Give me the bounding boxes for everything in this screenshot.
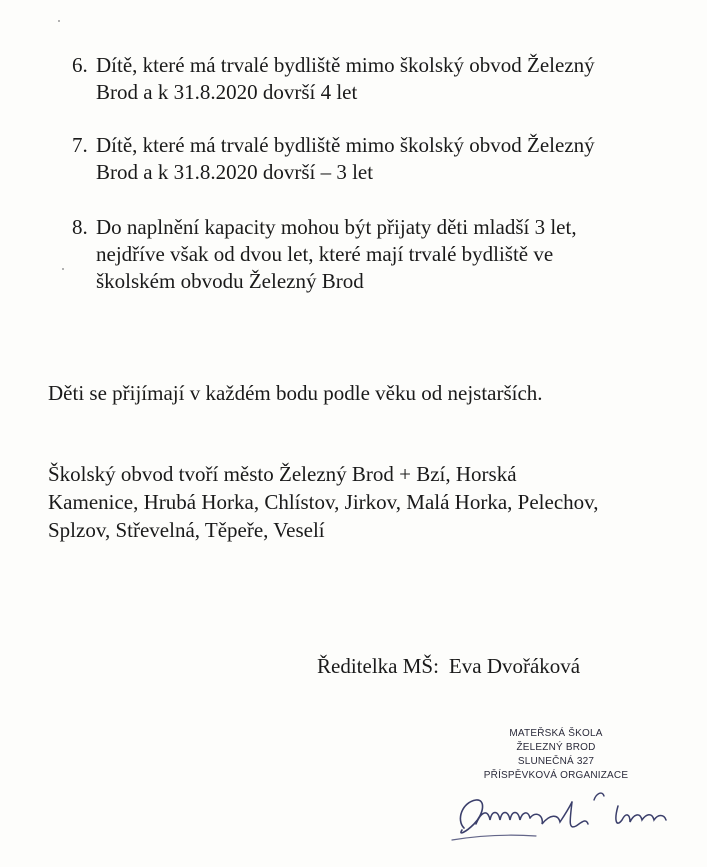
director-signoff	[317, 652, 580, 680]
director-role: Ředitelka MŠ:	[317, 654, 439, 678]
list-item-6	[72, 52, 692, 106]
stamp-line: ŽELEZNÝ BROD	[516, 742, 596, 753]
stamp-line: MATEŘSKÁ ŠKOLA	[509, 728, 603, 739]
list-item-line: Dítě, které má trvalé bydliště mimo školský obvod Železný	[96, 53, 595, 77]
scan-speck	[62, 268, 64, 270]
list-item-7	[72, 132, 692, 186]
paragraph-line: Školský obvod tvoří město Železný Brod + Bzí, Horská	[48, 462, 517, 486]
list-item-line: Brod a k 31.8.2020 dovrší – 3 let	[96, 160, 374, 184]
district-paragraph	[48, 460, 698, 544]
list-item-number: 7.	[72, 133, 88, 157]
list-item-line: nejdříve však od dvou let, které mají trvalé bydliště ve	[96, 242, 554, 266]
stamp-line: SLUNEČNÁ 327	[517, 756, 595, 767]
list-item-line: Dítě, které má trvalé bydliště mimo školský obvod Železný	[96, 133, 595, 157]
stamp-line: PŘÍSPĚVKOVÁ ORGANIZACE	[483, 770, 629, 781]
list-item-number: 8.	[72, 215, 88, 239]
list-item-number: 6.	[72, 53, 88, 77]
scan-speck	[58, 20, 60, 22]
age-rule-paragraph	[48, 379, 698, 407]
director-name: Eva Dvořáková	[448, 654, 581, 678]
list-item-line: Do naplnění kapacity mohou být přijaty děti mladší 3 let,	[96, 215, 577, 239]
paragraph-line: Splzov, Střevelná, Těpeře, Veselí	[48, 518, 325, 542]
handwritten-signature	[446, 780, 686, 860]
list-item-line: školském obvodu Železný Brod	[96, 269, 364, 293]
list-item-8	[72, 214, 692, 295]
school-stamp	[476, 727, 636, 783]
list-item-line: Brod a k 31.8.2020 dovrší 4 let	[96, 80, 358, 104]
paragraph-line: Kamenice, Hrubá Horka, Chlístov, Jirkov, Malá Horka, Pelechov,	[48, 490, 599, 514]
paragraph-line: Děti se přijímají v každém bodu podle věku od nejstarších.	[48, 381, 543, 405]
